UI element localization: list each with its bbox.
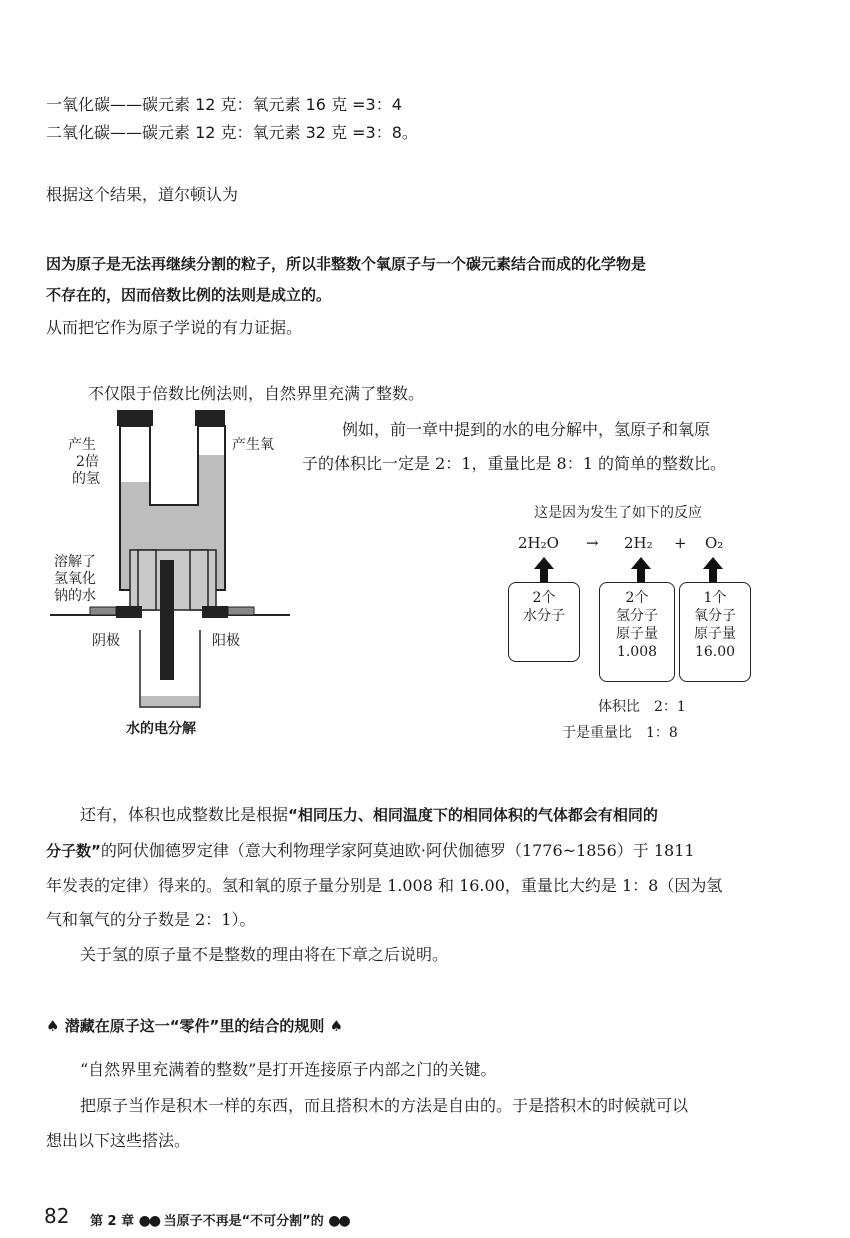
avogadro-line2-normal: 的阿伏伽德罗定律（意大利物理学家阿莫迪欧·阿伏伽德罗（1776~1856）于 1811 [100, 841, 695, 860]
section-title: 潜藏在原子这一“零件”里的结合的规则 [64, 1017, 325, 1035]
page-number: 82 [44, 1204, 70, 1228]
box1-line2: 水分子 [523, 608, 565, 624]
footer-chapter-line [90, 1210, 349, 1229]
avogadro-line5: 关于氢的原子量不是整数的理由将在下章之后说明。 [80, 945, 449, 964]
box2-line4: 1.008 [616, 644, 658, 660]
dalton-bold-line1: 因为原子是无法再继续分割的粒子，所以非整数个氧原子与一个碳元素结合而成的化学物是 [46, 255, 647, 273]
label-naoh-1: 溶解了 [54, 554, 96, 570]
ratio-co2: 二氧化碳——碳元素 12 克：氧元素 32 克 =3：8。 [46, 123, 418, 142]
label-h2-3: 的氢 [72, 471, 100, 487]
avogadro-line1-bold: “相同压力、相同温度下的相同体积的气体都会有相同的 [288, 806, 658, 824]
avogadro-line2 [46, 838, 695, 861]
arrow-up-icon [631, 557, 651, 583]
label-h2-2: 2倍 [76, 454, 99, 470]
label-naoh-2: 氢氧化 [54, 571, 96, 587]
reaction-h2: 2H₂ [624, 534, 653, 552]
anode-plug [202, 606, 228, 618]
footer-title: 当原子不再是“不可分割”的 [163, 1214, 324, 1229]
arrow-up-icon [703, 557, 723, 583]
section-p2-line1: 把原子当作是积木一样的东西，而且搭积木的方法是自由的。于是搭积木的时候就可以 [80, 1096, 689, 1115]
integers-line: 不仅限于倍数比例法则，自然界里充满了整数。 [88, 384, 425, 403]
reaction-arrows [500, 555, 760, 585]
right-cap [195, 410, 225, 426]
ratio-co: 一氧化碳——碳元素 12 克：氧元素 16 克 =3：4 [46, 95, 402, 114]
box3-line2: 氧分子 [694, 608, 736, 624]
avogadro-line1-normal: 还有，体积也成整数比是根据 [80, 805, 289, 824]
box2-line1: 2个 [625, 590, 649, 606]
label-cathode: 阴极 [92, 633, 120, 649]
section-p1: “自然界里充满着的整数”是打开连接原子内部之门的关键。 [80, 1060, 497, 1079]
section-p2-line2: 想出以下这些搭法。 [46, 1131, 191, 1150]
hydrogen-molecule-box [599, 582, 675, 682]
box2-line2: 氢分子 [616, 608, 658, 624]
box3-line3: 原子量 [694, 626, 736, 642]
avogadro-line3: 年发表的定律）得来的。氢和氧的原子量分别是 1.008 和 16.00，重量比大约是 1：8（因为氢 [46, 876, 723, 895]
water-molecule-box [508, 582, 580, 662]
label-naoh-3: 钠的水 [54, 588, 96, 604]
footer-chapter: 第 2 章 [90, 1214, 135, 1229]
arrow-up-icon [534, 557, 554, 583]
dalton-bold-line2: 不存在的，因而倍数比例的法则是成立的。 [46, 286, 332, 304]
avogadro-line4: 气和氧气的分子数是 2：1）。 [46, 910, 256, 929]
reaction-plus: + [674, 534, 687, 552]
box1-line1: 2个 [532, 590, 556, 606]
figure-caption: 水的电分解 [126, 721, 196, 737]
label-anode: 阳极 [212, 633, 240, 649]
label-h2-1: 产生 [68, 437, 96, 453]
evidence-line: 从而把它作为原子学说的有力证据。 [46, 318, 303, 337]
spade-icon: ♠ [46, 1017, 60, 1035]
section-heading [46, 1015, 343, 1036]
footer-dots-icon: ●● [328, 1213, 349, 1229]
avogadro-line2-bold: 分子数” [46, 842, 101, 860]
box2-line3: 原子量 [616, 626, 658, 642]
volume-ratio: 体积比 2：1 [598, 699, 686, 715]
dalton-intro: 根据这个结果，道尔顿认为 [46, 185, 239, 204]
label-o2: 产生氧 [232, 437, 274, 453]
spade-icon: ♠ [329, 1017, 344, 1035]
reaction-o2: O₂ [705, 534, 724, 552]
weight-ratio: 于是重量比 1：8 [562, 725, 678, 741]
reservoir-rod [160, 560, 174, 680]
reaction-intro: 这是因为发生了如下的反应 [534, 505, 702, 521]
cathode-plug [116, 606, 142, 618]
example-line2: 子的体积比一定是 2：1，重量比是 8：1 的简单的整数比。 [302, 454, 726, 473]
reaction-h2o: 2H₂O [518, 534, 559, 552]
oxygen-molecule-box [679, 582, 751, 682]
footer-dots-icon: ●● [138, 1213, 160, 1229]
box3-line4: 16.00 [694, 644, 736, 660]
avogadro-line1 [80, 802, 658, 825]
left-cap [117, 410, 153, 426]
reaction-arrow: → [586, 534, 599, 552]
example-line1: 例如，前一章中提到的水的电分解中，氢原子和氧原 [342, 420, 711, 439]
box3-line1: 1个 [703, 590, 727, 606]
